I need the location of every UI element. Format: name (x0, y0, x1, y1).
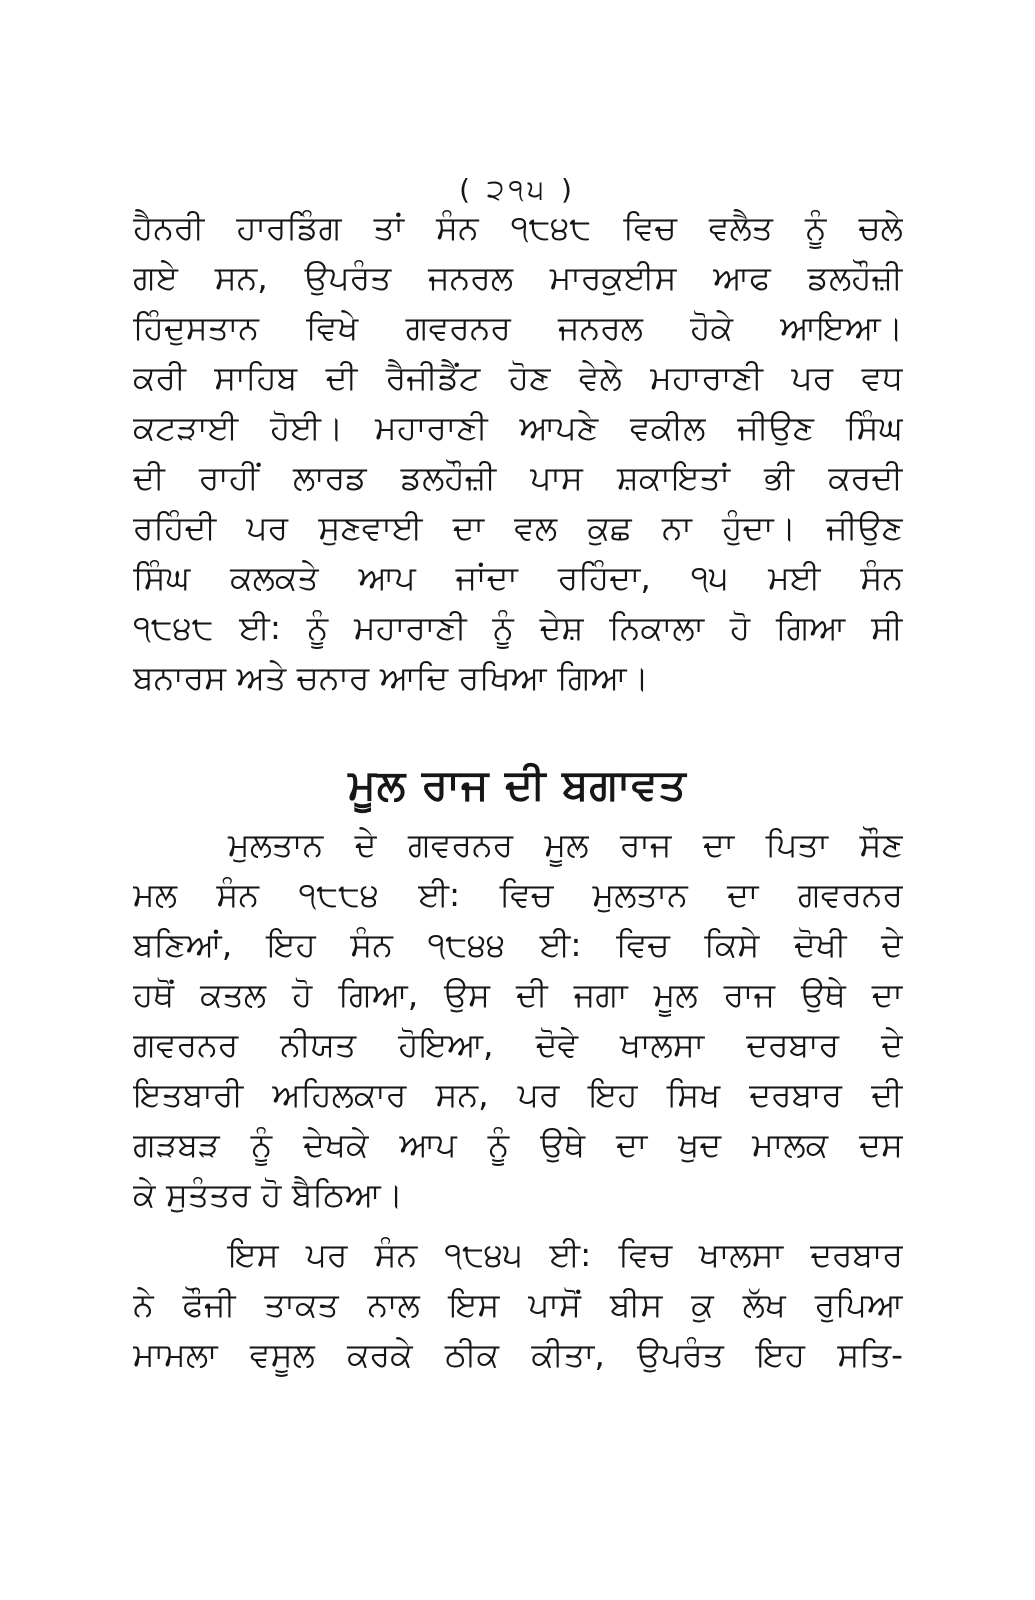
text-line: ੧੮੪੮ ਈ: ਨੂੰ ਮਹਾਰਾਣੀ ਨੂੰ ਦੇਸ਼ ਨਿਕਾਲਾ ਹੋ ਗਿਆ ਸੀ (133, 608, 903, 647)
text-line: ਬਣਿਆਂ, ਇਹ ਸੰਨ ੧੮੪੪ ਈ: ਵਿਚ ਕਿਸੇ ਦੋਖੀ ਦੇ (133, 925, 903, 964)
paragraph-2 (133, 820, 903, 1220)
text-line: ਗੜਬੜ ਨੂੰ ਦੇਖਕੇ ਆਪ ਨੂੰ ਉਥੇ ਦਾ ਖੁਦ ਮਾਲਕ ਦਸ (133, 1125, 903, 1164)
text-line: ਕਟੜਾਈ ਹੋਈ। ਮਹਾਰਾਣੀ ਆਪਣੇ ਵਕੀਲ ਜੀਉਣ ਸਿੰਘ (133, 408, 903, 447)
text-line: ਦੀ ਰਾਹੀਂ ਲਾਰਡ ਡਲਹੌਜ਼ੀ ਪਾਸ ਸ਼ਕਾਇਤਾਂ ਭੀ ਕਰਦੀ (133, 458, 903, 497)
text-line: ਮੁਲਤਾਨ ਦੇ ਗਵਰਨਰ ਮੂਲ ਰਾਜ ਦਾ ਪਿਤਾ ਸੌਣ (228, 825, 903, 864)
text-line: ਇਤਬਾਰੀ ਅਹਿਲਕਾਰ ਸਨ, ਪਰ ਇਹ ਸਿਖ ਦਰਬਾਰ ਦੀ (133, 1075, 903, 1114)
text-line: ਗਵਰਨਰ ਨੀਯਤ ਹੋਇਆ, ਦੋਵੇ ਖਾਲਸਾ ਦਰਬਾਰ ਦੇ (133, 1025, 903, 1064)
text-line: ਮਾਮਲਾ ਵਸੂਲ ਕਰਕੇ ਠੀਕ ਕੀਤਾ, ਉਪਰੰਤ ਇਹ ਸਤਿ- (133, 1335, 903, 1374)
text-line: ਬਨਾਰਸ ਅਤੇ ਚਨਾਰ ਆਦਿ ਰਖਿਆ ਗਿਆ। (133, 658, 649, 697)
text-line: ਕਰੀ ਸਾਹਿਬ ਦੀ ਰੈਜੀਡੈਂਟ ਹੋਣ ਵੇਲੇ ਮਹਾਰਾਣੀ ਪਰ ਵਧ (133, 358, 903, 397)
text-line: ਗਏ ਸਨ, ਉਪਰੰਤ ਜਨਰਲ ਮਾਰਕੁਈਸ ਆਫ ਡਲਹੌਜ਼ੀ (133, 258, 903, 297)
text-line: ਹਿੰਦੁਸਤਾਨ ਵਿਖੇ ਗਵਰਨਰ ਜਨਰਲ ਹੋਕੇ ਆਇਆ। (133, 308, 903, 347)
text-line: ਹਥੋਂ ਕਤਲ ਹੋ ਗਿਆ, ਉਸ ਦੀ ਜਗਾ ਮੂਲ ਰਾਜ ਉਥੇ ਦਾ (133, 975, 903, 1014)
text-line: ਹੈਨਰੀ ਹਾਰਡਿੰਗ ਤਾਂ ਸੰਨ ੧੮੪੮ ਵਿਚ ਵਲੈਤ ਨੂੰ ਚਲੇ (133, 208, 903, 247)
text-line: ਨੇ ਫੌਜੀ ਤਾਕਤ ਨਾਲ ਇਸ ਪਾਸੋਂ ਬੀਸ ਕੁ ਲੱਖ ਰੁਪਿਆ (133, 1285, 903, 1324)
text-line: ਇਸ ਪਰ ਸੰਨ ੧੮੪੫ ਈ: ਵਿਚ ਖਾਲਸਾ ਦਰਬਾਰ (228, 1235, 903, 1274)
paragraph-3 (133, 1230, 903, 1380)
text-line: ਰਹਿੰਦੀ ਪਰ ਸੁਣਵਾਈ ਦਾ ਵਲ ਕੁਛ ਨਾ ਹੁੰਦਾ। ਜੀਉਣ (133, 508, 903, 547)
section-heading: ਮੂਲ ਰਾਜ ਦੀ ਬਗਾਵਤ (348, 760, 687, 809)
text-line: ਸਿੰਘ ਕਲਕਤੇ ਆਪ ਜਾਂਦਾ ਰਹਿੰਦਾ, ੧੫ ਮਈ ਸੰਨ (133, 558, 903, 597)
text-line: ਕੇ ਸੁਤੰਤਰ ਹੋ ਬੈਠਿਆ। (133, 1175, 403, 1214)
paragraph-1 (133, 203, 903, 703)
page-number: ( ੨੧੫ ) (459, 173, 576, 206)
text-line: ਮਲ ਸੰਨ ੧੮੮੪ ਈ: ਵਿਚ ਮੁਲਤਾਨ ਦਾ ਗਵਰਨਰ (133, 875, 903, 914)
